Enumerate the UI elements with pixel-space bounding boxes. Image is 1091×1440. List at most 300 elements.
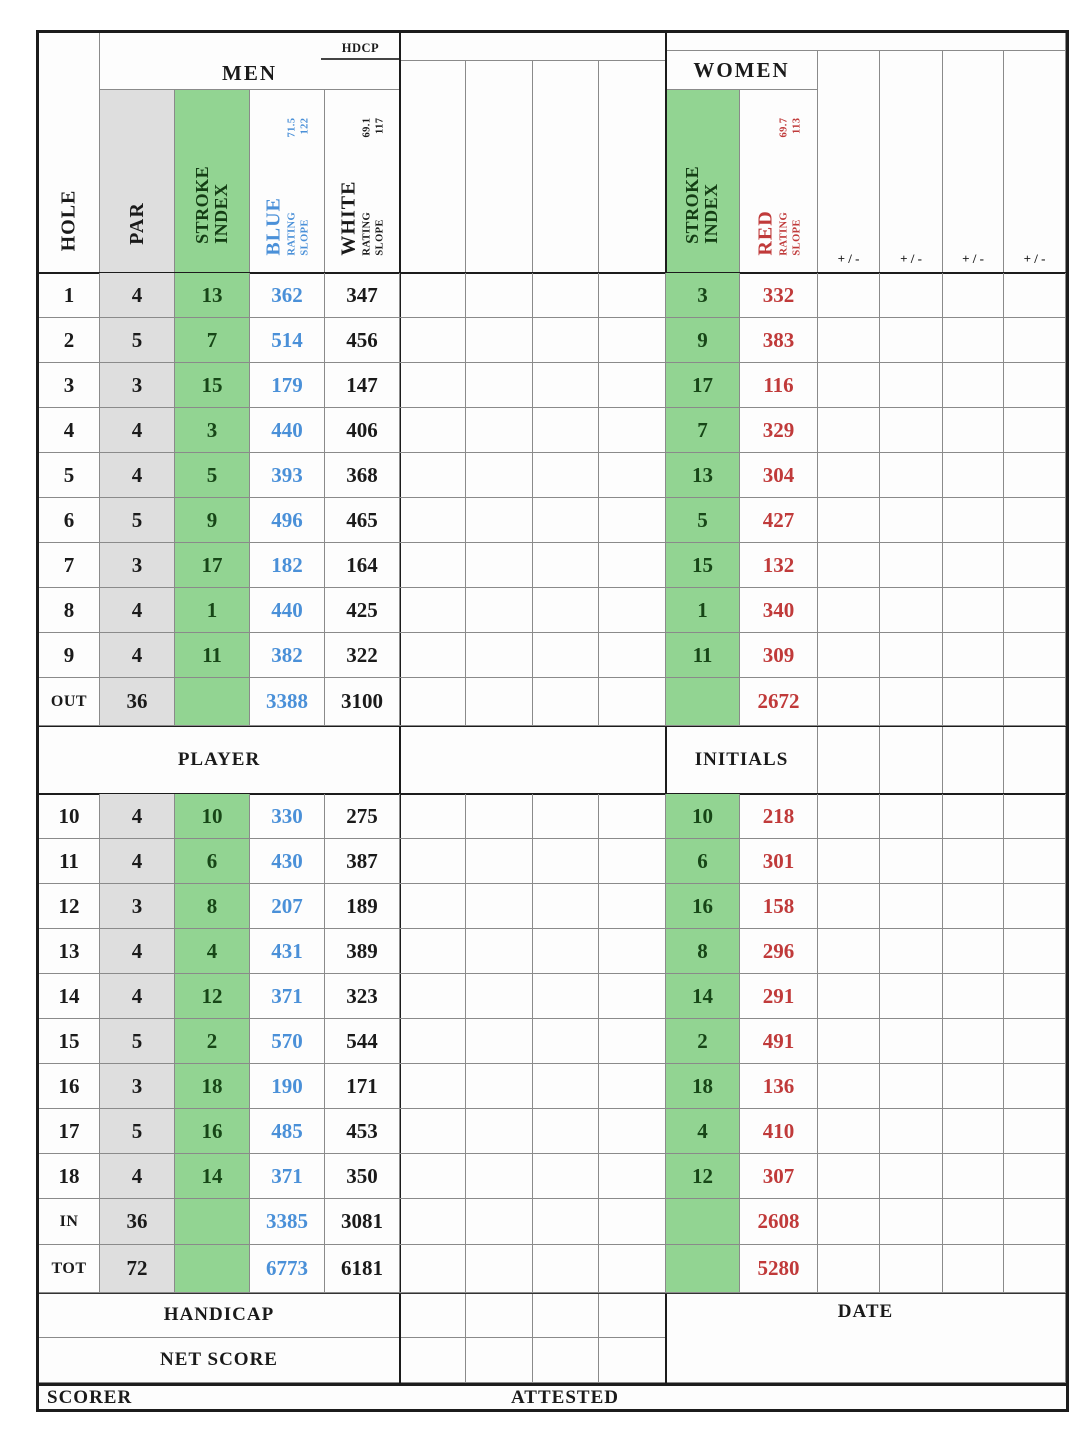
score-cell[interactable]: [533, 1019, 599, 1064]
stroke-index-line1: STROKE: [682, 165, 703, 245]
plus-minus-cell[interactable]: [880, 273, 943, 318]
par-value: 4: [100, 974, 175, 1019]
score-total-cell[interactable]: [466, 678, 533, 726]
red-yardage: 218: [740, 794, 818, 839]
red-yardage: 309: [740, 633, 818, 678]
plus-minus-cell[interactable]: [943, 408, 1004, 453]
red-yardage: 116: [740, 363, 818, 408]
plus-minus-cell[interactable]: [880, 1154, 943, 1199]
hole-number: 8: [39, 588, 100, 633]
white-rating-label: RATING: [361, 212, 373, 256]
score-cell[interactable]: [533, 884, 599, 929]
score-cell[interactable]: [599, 1064, 666, 1109]
plus-minus-cell[interactable]: [818, 794, 880, 839]
blue-yardage: 440: [250, 408, 325, 453]
plus-minus-cell[interactable]: [943, 498, 1004, 543]
plus-minus-cell[interactable]: [818, 929, 880, 974]
women-stroke-index-value: 3: [666, 273, 740, 318]
score-cell[interactable]: [533, 273, 599, 318]
initials-cell[interactable]: [943, 726, 1004, 794]
plus-minus-cell[interactable]: [943, 633, 1004, 678]
handicap-cell[interactable]: [466, 1293, 533, 1338]
score-cell[interactable]: [533, 1154, 599, 1199]
women-stroke-index-value: 9: [666, 318, 740, 363]
score-cell[interactable]: [533, 633, 599, 678]
men-stroke-index-value: 2: [175, 1019, 250, 1064]
red-tee-name: RED: [753, 210, 776, 256]
plus-minus-cell[interactable]: [880, 453, 943, 498]
score-cell[interactable]: [533, 363, 599, 408]
plus-minus-column-header: [818, 51, 880, 273]
score-total-cell[interactable]: [400, 1245, 466, 1293]
women-stroke-index-value: 2: [666, 1019, 740, 1064]
plus-minus-cell[interactable]: [943, 794, 1004, 839]
plus-minus-cell[interactable]: [880, 974, 943, 1019]
par-total: 72: [100, 1245, 175, 1293]
plus-minus-cell[interactable]: [1004, 794, 1066, 839]
plus-minus-cell[interactable]: [943, 1019, 1004, 1064]
red-yardage: 427: [740, 498, 818, 543]
score-cell[interactable]: [533, 929, 599, 974]
date-label: DATE: [837, 1301, 894, 1322]
stroke-index-label: [684, 166, 722, 244]
score-total-cell[interactable]: [599, 678, 666, 726]
plus-minus-cell[interactable]: [880, 408, 943, 453]
white-yardage: 189: [325, 884, 400, 929]
net-score-cell[interactable]: [466, 1338, 533, 1383]
plus-minus-cell[interactable]: [880, 1245, 943, 1293]
hole-number: 7: [39, 543, 100, 588]
score-column-header[interactable]: [599, 61, 666, 273]
plus-minus-cell[interactable]: [943, 453, 1004, 498]
attested-label: ATTESTED: [511, 1386, 619, 1408]
handicap-label: HANDICAP: [39, 1293, 400, 1338]
score-cell[interactable]: [599, 1154, 666, 1199]
blue-yardage: 430: [250, 839, 325, 884]
date-cell[interactable]: [666, 1293, 1066, 1383]
blue-rating-label: RATING: [286, 212, 298, 256]
score-cell[interactable]: [599, 543, 666, 588]
plus-minus-cell[interactable]: [1004, 588, 1066, 633]
plus-minus-cell[interactable]: [880, 1019, 943, 1064]
men-stroke-index-value: 15: [175, 363, 250, 408]
stroke-index-line2: INDEX: [701, 183, 722, 245]
score-cell[interactable]: [599, 588, 666, 633]
men-stroke-index-blank: [175, 678, 250, 726]
plus-minus-cell[interactable]: [818, 884, 880, 929]
men-stroke-index-value: 10: [175, 794, 250, 839]
score-cell[interactable]: [466, 1154, 533, 1199]
par-value: 5: [100, 1109, 175, 1154]
score-cell[interactable]: [466, 1109, 533, 1154]
plus-minus-cell[interactable]: [943, 1109, 1004, 1154]
red-yardage: 296: [740, 929, 818, 974]
score-cell[interactable]: [599, 498, 666, 543]
score-cell[interactable]: [466, 794, 533, 839]
plus-minus-cell[interactable]: [1004, 363, 1066, 408]
handicap-cell[interactable]: [533, 1293, 599, 1338]
plus-minus-cell[interactable]: [943, 543, 1004, 588]
score-column-header[interactable]: [400, 61, 466, 273]
score-cell[interactable]: [400, 884, 466, 929]
hole-number: 6: [39, 498, 100, 543]
score-cell[interactable]: [400, 453, 466, 498]
score-cell[interactable]: [599, 633, 666, 678]
par-column-header: [100, 90, 175, 273]
score-cell[interactable]: [400, 1109, 466, 1154]
hole-number: 17: [39, 1109, 100, 1154]
hole-number: 14: [39, 974, 100, 1019]
women-section-header: [666, 51, 818, 90]
score-cell[interactable]: [466, 318, 533, 363]
plus-minus-label: + / -: [962, 251, 984, 266]
plus-minus-cell[interactable]: [943, 318, 1004, 363]
score-cell[interactable]: [466, 273, 533, 318]
plus-minus-cell[interactable]: [818, 1109, 880, 1154]
blue-yardage: 382: [250, 633, 325, 678]
plus-minus-cell[interactable]: [880, 678, 943, 726]
score-cell[interactable]: [400, 498, 466, 543]
hole-number: 1: [39, 273, 100, 318]
plus-minus-cell[interactable]: [818, 588, 880, 633]
score-cell[interactable]: [400, 408, 466, 453]
plus-minus-cell[interactable]: [1004, 318, 1066, 363]
white-yardage: 389: [325, 929, 400, 974]
plus-minus-cell[interactable]: [818, 1019, 880, 1064]
blue-total: 3388: [250, 678, 325, 726]
plus-minus-cell[interactable]: [943, 1064, 1004, 1109]
men-label: MEN: [222, 61, 277, 85]
score-total-cell[interactable]: [400, 1199, 466, 1245]
score-cell[interactable]: [533, 408, 599, 453]
plus-minus-cell[interactable]: [880, 498, 943, 543]
women-stroke-index-header: [666, 90, 740, 273]
score-cell[interactable]: [533, 1064, 599, 1109]
plus-minus-cell[interactable]: [1004, 884, 1066, 929]
blue-slope-label: SLOPE: [299, 219, 311, 256]
white-yardage: 368: [325, 453, 400, 498]
plus-minus-cell[interactable]: [943, 273, 1004, 318]
plus-minus-cell[interactable]: [818, 318, 880, 363]
score-total-cell[interactable]: [400, 678, 466, 726]
net-score-cell[interactable]: [533, 1338, 599, 1383]
plus-minus-cell[interactable]: [880, 929, 943, 974]
plus-minus-cell[interactable]: [880, 839, 943, 884]
blue-yardage: 207: [250, 884, 325, 929]
plus-minus-cell[interactable]: [880, 884, 943, 929]
blue-yardage: 485: [250, 1109, 325, 1154]
par-value: 3: [100, 363, 175, 408]
par-value: 4: [100, 633, 175, 678]
score-cell[interactable]: [466, 839, 533, 884]
red-yardage: 132: [740, 543, 818, 588]
player-name-cell[interactable]: [400, 726, 666, 794]
red-yardage: 158: [740, 884, 818, 929]
stroke-index-label: [193, 166, 231, 244]
hole-number: 18: [39, 1154, 100, 1199]
plus-minus-cell[interactable]: [943, 1154, 1004, 1199]
player-name-strip[interactable]: [400, 33, 666, 61]
score-cell[interactable]: [400, 588, 466, 633]
score-cell[interactable]: [400, 1154, 466, 1199]
score-cell[interactable]: [466, 974, 533, 1019]
score-cell[interactable]: [400, 1019, 466, 1064]
score-cell[interactable]: [533, 839, 599, 884]
par-value: 4: [100, 273, 175, 318]
white-slope-value: 117: [374, 118, 386, 135]
plus-minus-cell[interactable]: [818, 678, 880, 726]
men-stroke-index-value: 13: [175, 273, 250, 318]
plus-minus-cell[interactable]: [1004, 408, 1066, 453]
hole-number: 10: [39, 794, 100, 839]
plus-minus-cell[interactable]: [818, 273, 880, 318]
hdcp-label: HDCP: [321, 38, 400, 60]
plus-minus-cell[interactable]: [943, 974, 1004, 1019]
hole-label: HOLE: [57, 189, 80, 252]
score-cell[interactable]: [466, 498, 533, 543]
blue-slope-value: 122: [299, 118, 311, 135]
score-total-cell[interactable]: [466, 1245, 533, 1293]
score-cell[interactable]: [599, 884, 666, 929]
plus-minus-cell[interactable]: [943, 884, 1004, 929]
hole-number: 3: [39, 363, 100, 408]
plus-minus-cell[interactable]: [1004, 453, 1066, 498]
total-row-label: IN: [39, 1199, 100, 1245]
plus-minus-cell[interactable]: [1004, 974, 1066, 1019]
par-total: 36: [100, 1199, 175, 1245]
scorecard-table: [36, 30, 1069, 1386]
score-cell[interactable]: [599, 273, 666, 318]
hole-number: 13: [39, 929, 100, 974]
blue-yardage: 393: [250, 453, 325, 498]
score-cell[interactable]: [533, 794, 599, 839]
plus-minus-cell[interactable]: [1004, 678, 1066, 726]
plus-minus-label: + / -: [900, 251, 922, 266]
hole-number: 11: [39, 839, 100, 884]
white-yardage: 347: [325, 273, 400, 318]
score-total-cell[interactable]: [466, 1199, 533, 1245]
score-cell[interactable]: [466, 588, 533, 633]
red-yardage: 491: [740, 1019, 818, 1064]
red-total: 2672: [740, 678, 818, 726]
score-total-cell[interactable]: [533, 1245, 599, 1293]
score-cell[interactable]: [466, 543, 533, 588]
plus-minus-cell[interactable]: [1004, 929, 1066, 974]
women-stroke-index-value: 1: [666, 588, 740, 633]
stroke-index-line1: STROKE: [192, 165, 213, 245]
score-total-cell[interactable]: [533, 1199, 599, 1245]
blue-tee-name: BLUE: [262, 197, 285, 256]
men-stroke-index-value: 1: [175, 588, 250, 633]
plus-minus-cell[interactable]: [880, 318, 943, 363]
men-stroke-index-blank: [175, 1199, 250, 1245]
score-total-cell[interactable]: [599, 1199, 666, 1245]
plus-minus-cell[interactable]: [1004, 543, 1066, 588]
handicap-cell[interactable]: [599, 1293, 666, 1338]
score-cell[interactable]: [466, 884, 533, 929]
plus-minus-cell[interactable]: [943, 678, 1004, 726]
score-total-cell[interactable]: [599, 1245, 666, 1293]
score-cell[interactable]: [466, 1064, 533, 1109]
initials-cell[interactable]: [818, 726, 880, 794]
plus-minus-cell[interactable]: [880, 1064, 943, 1109]
plus-minus-cell[interactable]: [818, 1245, 880, 1293]
score-cell[interactable]: [599, 1019, 666, 1064]
score-cell[interactable]: [466, 929, 533, 974]
score-cell[interactable]: [599, 794, 666, 839]
plus-minus-cell[interactable]: [818, 633, 880, 678]
men-stroke-index-value: 14: [175, 1154, 250, 1199]
score-cell[interactable]: [400, 929, 466, 974]
plus-minus-cell[interactable]: [1004, 1064, 1066, 1109]
score-cell[interactable]: [466, 408, 533, 453]
red-rating-value: 69.7: [777, 118, 789, 138]
score-cell[interactable]: [400, 794, 466, 839]
plus-minus-cell[interactable]: [818, 1064, 880, 1109]
net-score-cell[interactable]: [400, 1338, 466, 1383]
plus-minus-cell[interactable]: [1004, 1109, 1066, 1154]
score-cell[interactable]: [400, 318, 466, 363]
red-total: 2608: [740, 1199, 818, 1245]
plus-minus-cell[interactable]: [1004, 1245, 1066, 1293]
score-column-header[interactable]: [466, 61, 533, 273]
red-rating-label: RATING: [777, 212, 789, 256]
red-yardage: 410: [740, 1109, 818, 1154]
plus-minus-cell[interactable]: [880, 794, 943, 839]
plus-minus-cell[interactable]: [818, 498, 880, 543]
plus-minus-cell[interactable]: [880, 543, 943, 588]
score-cell[interactable]: [599, 453, 666, 498]
men-stroke-index-value: 5: [175, 453, 250, 498]
plus-minus-cell[interactable]: [943, 363, 1004, 408]
plus-minus-cell[interactable]: [818, 453, 880, 498]
plus-minus-cell[interactable]: [943, 588, 1004, 633]
plus-minus-cell[interactable]: [818, 543, 880, 588]
score-cell[interactable]: [533, 318, 599, 363]
score-cell[interactable]: [599, 408, 666, 453]
par-value: 5: [100, 498, 175, 543]
score-cell[interactable]: [599, 839, 666, 884]
plus-minus-cell[interactable]: [1004, 1154, 1066, 1199]
score-total-cell[interactable]: [533, 678, 599, 726]
par-value: 3: [100, 543, 175, 588]
initials-cell[interactable]: [1004, 726, 1066, 794]
men-stroke-index-value: 11: [175, 633, 250, 678]
plus-minus-cell[interactable]: [1004, 273, 1066, 318]
score-cell[interactable]: [400, 363, 466, 408]
score-cell[interactable]: [466, 633, 533, 678]
score-cell[interactable]: [533, 498, 599, 543]
score-cell[interactable]: [599, 1109, 666, 1154]
score-cell[interactable]: [400, 633, 466, 678]
par-value: 4: [100, 794, 175, 839]
women-label: WOMEN: [693, 57, 790, 82]
men-stroke-index-value: 12: [175, 974, 250, 1019]
score-cell[interactable]: [599, 318, 666, 363]
plus-minus-cell[interactable]: [880, 1199, 943, 1245]
plus-minus-cell[interactable]: [1004, 633, 1066, 678]
plus-minus-column-header: [943, 51, 1004, 273]
total-row-label: TOT: [39, 1245, 100, 1293]
women-stroke-index-blank: [666, 1199, 740, 1245]
score-cell[interactable]: [400, 543, 466, 588]
scorer-strip: [36, 1383, 1069, 1412]
score-cell[interactable]: [400, 974, 466, 1019]
plus-minus-cell[interactable]: [943, 1245, 1004, 1293]
par-total: 36: [100, 678, 175, 726]
score-cell[interactable]: [533, 974, 599, 1019]
women-stroke-index-value: 16: [666, 884, 740, 929]
red-slope-value: 113: [791, 118, 802, 135]
plus-minus-cell[interactable]: [1004, 498, 1066, 543]
plus-minus-cell[interactable]: [818, 1199, 880, 1245]
score-cell[interactable]: [599, 929, 666, 974]
score-cell[interactable]: [466, 363, 533, 408]
score-cell[interactable]: [400, 273, 466, 318]
blue-yardage: 371: [250, 974, 325, 1019]
par-value: 4: [100, 588, 175, 633]
plus-minus-cell[interactable]: [880, 588, 943, 633]
blue-rating-value: 71.5: [286, 118, 298, 138]
plus-minus-cell[interactable]: [818, 1154, 880, 1199]
plus-minus-cell[interactable]: [880, 363, 943, 408]
score-cell[interactable]: [533, 1109, 599, 1154]
men-stroke-index-value: 16: [175, 1109, 250, 1154]
women-stroke-index-value: 12: [666, 1154, 740, 1199]
score-cell[interactable]: [533, 588, 599, 633]
score-cell[interactable]: [533, 543, 599, 588]
men-stroke-index-value: 17: [175, 543, 250, 588]
plus-minus-cell[interactable]: [818, 839, 880, 884]
score-cell[interactable]: [599, 363, 666, 408]
white-yardage: 171: [325, 1064, 400, 1109]
plus-minus-cell[interactable]: [880, 633, 943, 678]
plus-minus-cell[interactable]: [818, 363, 880, 408]
net-score-label: NET SCORE: [39, 1338, 400, 1383]
par-value: 5: [100, 318, 175, 363]
plus-minus-cell[interactable]: [1004, 839, 1066, 884]
plus-minus-cell[interactable]: [943, 929, 1004, 974]
initials-cell[interactable]: [880, 726, 943, 794]
plus-minus-cell[interactable]: [1004, 1199, 1066, 1245]
blue-yardage: 179: [250, 363, 325, 408]
score-cell[interactable]: [466, 453, 533, 498]
men-stroke-index-value: 3: [175, 408, 250, 453]
net-score-cell[interactable]: [599, 1338, 666, 1383]
plus-minus-cell[interactable]: [943, 1199, 1004, 1245]
women-stroke-index-value: 4: [666, 1109, 740, 1154]
score-column-header[interactable]: [533, 61, 599, 273]
white-yardage: 322: [325, 633, 400, 678]
plus-minus-cell[interactable]: [880, 1109, 943, 1154]
plus-minus-cell[interactable]: [943, 839, 1004, 884]
white-tee-block: [337, 118, 386, 256]
red-yardage: 301: [740, 839, 818, 884]
score-cell[interactable]: [400, 839, 466, 884]
score-cell[interactable]: [466, 1019, 533, 1064]
white-slope-label: SLOPE: [374, 219, 386, 256]
plus-minus-cell[interactable]: [1004, 1019, 1066, 1064]
red-yardage: 291: [740, 974, 818, 1019]
score-cell[interactable]: [400, 1064, 466, 1109]
score-cell[interactable]: [533, 453, 599, 498]
plus-minus-cell[interactable]: [818, 408, 880, 453]
white-yardage: 387: [325, 839, 400, 884]
plus-minus-cell[interactable]: [818, 974, 880, 1019]
handicap-cell[interactable]: [400, 1293, 466, 1338]
score-cell[interactable]: [599, 974, 666, 1019]
white-yardage: 147: [325, 363, 400, 408]
